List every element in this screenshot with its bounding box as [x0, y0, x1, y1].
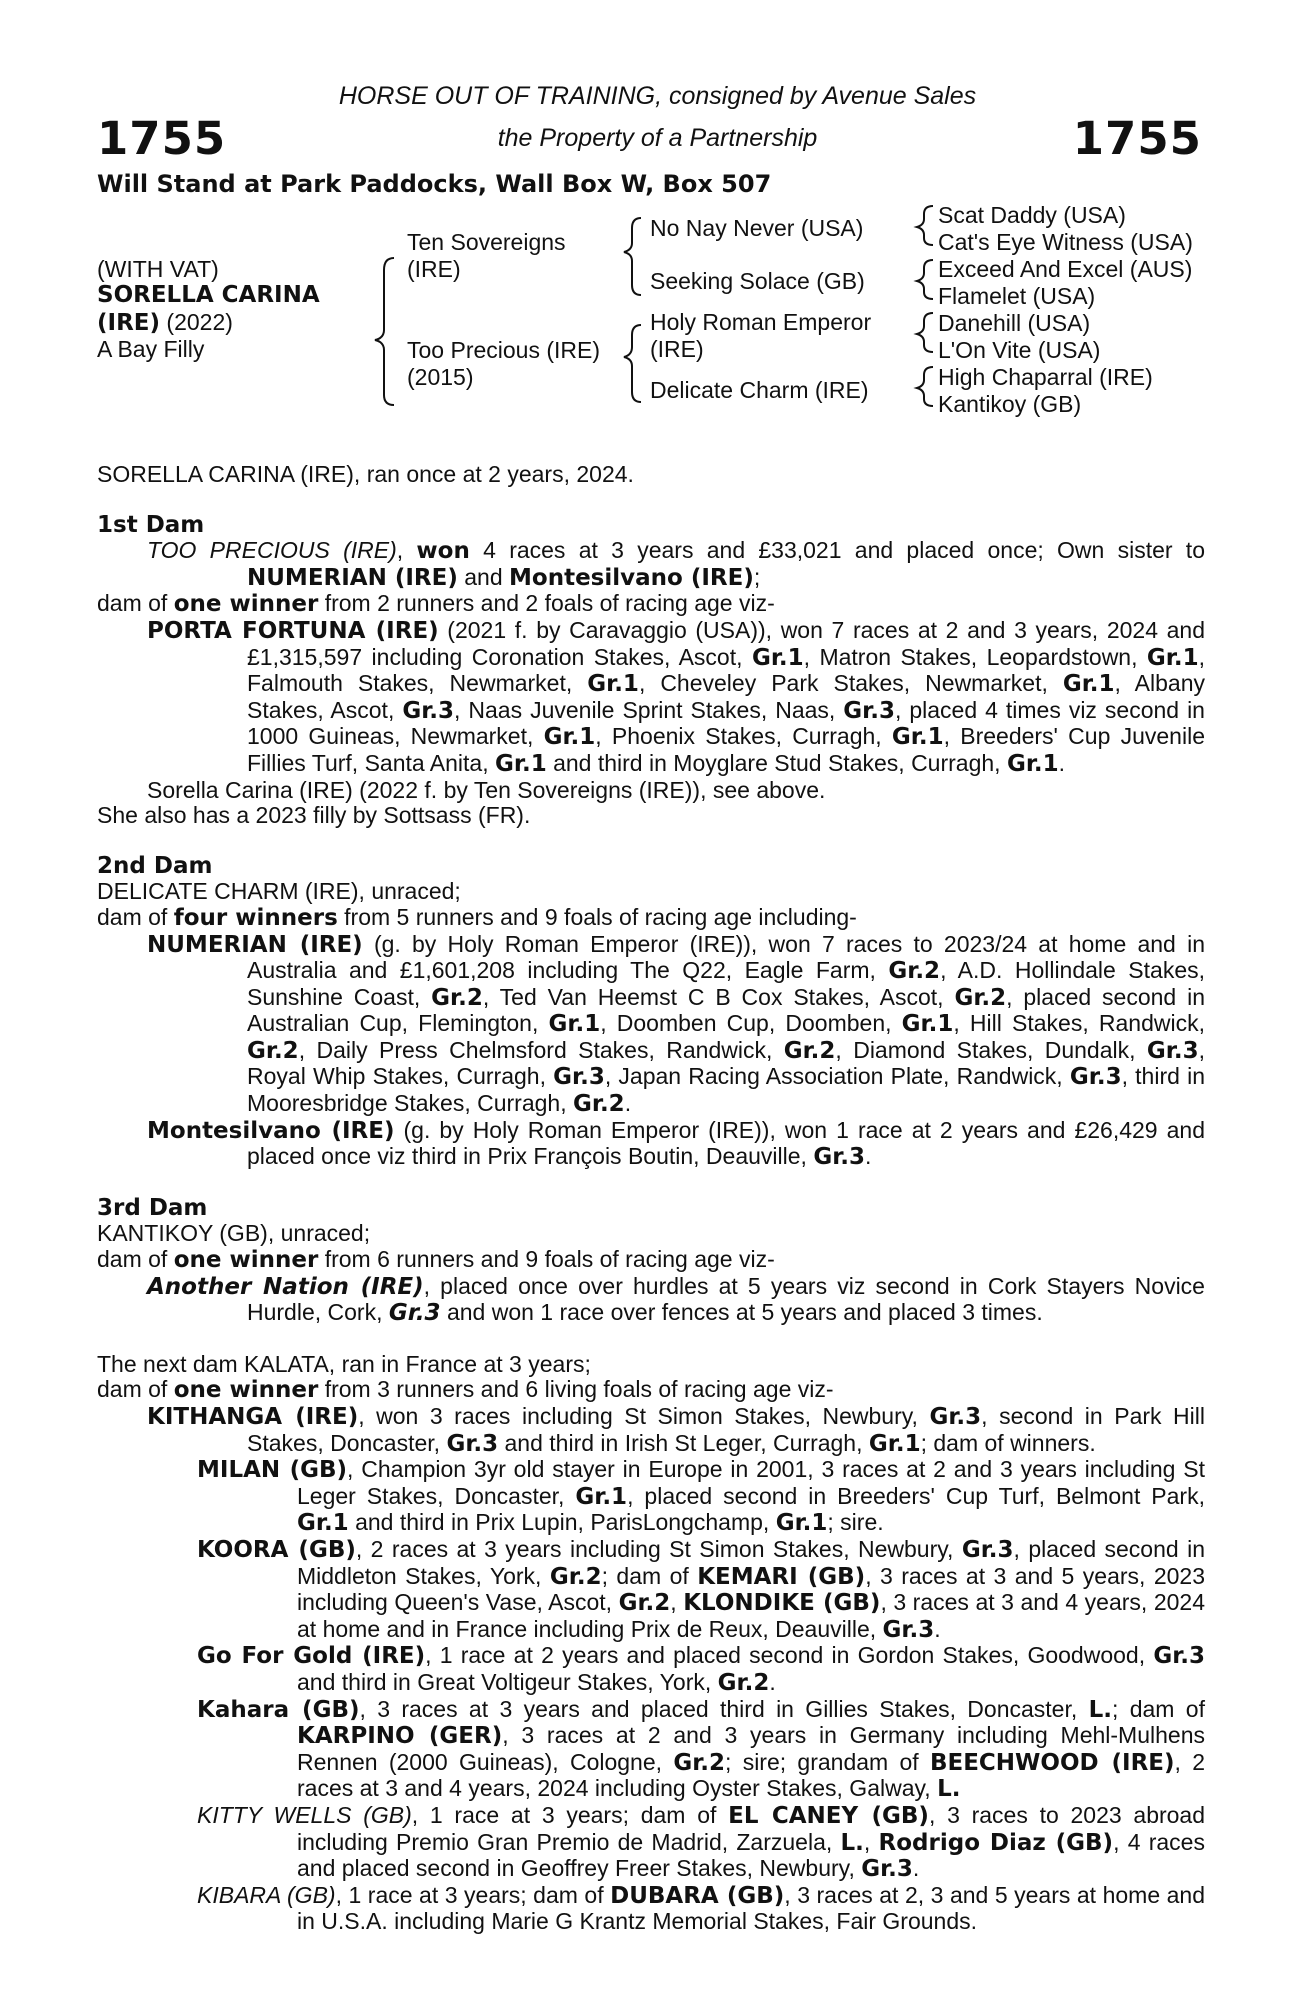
next-dam-name: The next dam KALATA, ran in France at 3 years;	[97, 1350, 591, 1377]
kahara-record: Kahara (GB), 3 races at 3 years and placed third in Gillies Stakes, Doncaster, L.; dam of KARPINO (GER), 3 races at 2 and 3 years in Germany including Mehl-Mulhens Rennen (2000 Guineas), Cologne, Gr.2; sire; grandam of BEECHWOOD (IRE), 2 races at 3 and 4 years, 2024 including Oyster Stakes, Galway, L.	[197, 1695, 1205, 1803]
next-dam-section	[97, 1352, 1205, 1935]
milan-record: MILAN (GB), Champion 3yr old stayer in Europe in 2001, 3 races at 2 and 3 years including St Leger Stakes, Doncaster, Gr.1, placed second in Breeders' Cup Turf, Belmont Park, Gr.1 and third in Prix Lupin, ParisLongchamp, Gr.1; sire.	[197, 1456, 1206, 1537]
first-dam-section	[97, 513, 1205, 829]
third-dam-heading: 3rd Dam	[97, 1194, 208, 1221]
dam-year: (2015)	[407, 364, 474, 390]
horse-name: SORELLA CARINA	[97, 282, 320, 308]
horse-country-year: (IRE) (2022)	[97, 309, 233, 336]
kithanga-record: KITHANGA (IRE), won 3 races including St Simon Stakes, Newbury, Gr.3, second in Park Hill Stakes, Doncaster, Gr.3 and third in Irish St Leger, Curragh, Gr.1; dam of winners.	[147, 1403, 1205, 1457]
kitty-wells-record: KITTY WELLS (GB), 1 race at 3 years; dam of EL CANEY (GB), 3 races to 2023 abroad including Premio Gran Premio de Madrid, Zarzuela, L., Rodrigo Diaz (GB), 4 races and placed second in Geoffrey Freer Stakes, Newbury, Gr.3.	[197, 1801, 1206, 1883]
ancestor-3: Exceed And Excel (AUS)	[938, 256, 1193, 282]
granddam-2: Delicate Charm (IRE)	[650, 377, 869, 403]
koora-record: KOORA (GB), 2 races at 3 years including St Simon Stakes, Newbury, Gr.3, placed second in Middleton Stakes, York, Gr.2; dam of KEMARI (GB), 3 races at 3 and 5 years, 2023 including Queen's Vase, Ascot, Gr.2, KLONDIKE (GB), 3 races at 3 and 4 years, 2024 at home and in France including Prix de Reux, Deauville, Gr.3.	[197, 1535, 1206, 1643]
horse-description: A Bay Filly	[97, 336, 205, 362]
third-dam-section	[97, 1196, 1205, 1327]
third-dam-produce: dam of one winner from 6 runners and 9 foals of racing age viz-	[97, 1246, 775, 1274]
grandsire-2-country: (IRE)	[650, 336, 704, 362]
ancestor-2: Cat's Eye Witness (USA)	[938, 229, 1193, 255]
sorella-carina-entry: Sorella Carina (IRE) (2022 f. by Ten Sovereigns (IRE)), see above.	[147, 776, 826, 803]
second-dam-produce: dam of four winners from 5 runners and 9 foals of racing age including-	[97, 903, 857, 931]
next-dam-produce: dam of one winner from 3 runners and 6 living foals of racing age viz-	[97, 1376, 834, 1404]
numerian-record: NUMERIAN (IRE) (g. by Holy Roman Emperor (IRE)), won 7 races to 2023/24 at home and in Australia and £1,601,208 including The Q22, Eagle Farm, Gr.2, A.D. Hollindale Stakes, Sunshine Coast, Gr.2, Ted Van Heemst C B Cox Stakes, Ascot, Gr.2, placed second in Australian Cup, Flemington, Gr.1, Doomben Cup, Doomben, Gr.1, Hill Stakes, Randwick, Gr.2, Daily Press Chelmsford Stakes, Randwick, Gr.2, Diamond Stakes, Dundalk, Gr.3, Royal Whip Stakes, Curragh, Gr.3, Japan Racing Association Plate, Randwick, Gr.3, third in Mooresbridge Stakes, Curragh, Gr.2.	[147, 930, 1205, 1118]
third-dam-name: KANTIKOY (GB), unraced;	[97, 1220, 371, 1247]
lot-number-left: 1755	[97, 112, 227, 165]
ancestor-5: Danehill (USA)	[938, 310, 1091, 336]
montesilvano-record: Montesilvano (IRE) (g. by Holy Roman Emperor (IRE)), won 1 race at 2 years and £26,429 and placed once viz third in Prix François Boutin, Deauville, Gr.3.	[147, 1116, 1205, 1171]
go-for-gold-record: Go For Gold (IRE), 1 race at 2 years and placed second in Gordon Stakes, Goodwood, Gr.3 and third in Great Voltigeur Stakes, York, Gr.2.	[197, 1642, 1205, 1696]
first-dam-record: TOO PRECIOUS (IRE), won 4 races at 3 years and £33,021 and placed once; Own sister to NUMERIAN (IRE) and Montesilvano (IRE);	[147, 537, 1205, 591]
first-dam-also: She also has a 2023 filly by Sottsass (FR).	[97, 802, 531, 829]
vat-note: (WITH VAT)	[97, 256, 219, 282]
sire-country: (IRE)	[407, 256, 461, 282]
second-dam-section	[97, 854, 1205, 1171]
stand-location: Will Stand at Park Paddocks, Wall Box W, Box 507	[97, 170, 772, 198]
ancestor-1: Scat Daddy (USA)	[938, 202, 1126, 228]
pedigree-notes	[97, 462, 1205, 1935]
first-dam-produce: dam of one winner from 2 runners and 2 foals of racing age viz-	[97, 590, 775, 618]
porta-fortuna-record: PORTA FORTUNA (IRE) (2021 f. by Caravaggio (USA)), won 7 races at 2 and 3 years, 2024 and £1,315,597 including Coronation Stakes, Ascot, Gr.1, Matron Stakes, Leopardstown, Gr.1, Falmouth Stakes, Newmarket, Gr.1, Cheveley Park Stakes, Newmarket, Gr.1, Albany Stakes, Ascot, Gr.3, Naas Juvenile Sprint Stakes, Naas, Gr.3, placed 4 times viz second in 1000 Guineas, Newmarket, Gr.1, Phoenix Stakes, Curragh, Gr.1, Breeders' Cup Juvenile Fillies Turf, Santa Anita, Gr.1 and third in Moyglare Stud Stakes, Curragh, Gr.1.	[147, 616, 1205, 777]
ancestor-4: Flamelet (USA)	[938, 283, 1096, 309]
second-dam-heading: 2nd Dam	[97, 852, 213, 879]
property-line: the Property of a Partnership	[497, 124, 818, 152]
first-dam-heading: 1st Dam	[97, 511, 205, 538]
granddam-1: Seeking Solace (GB)	[650, 268, 865, 294]
sire-name: Ten Sovereigns	[407, 229, 566, 255]
ancestor-8: Kantikoy (GB)	[938, 391, 1082, 417]
another-nation-record: Another Nation (IRE), placed once over hurdles at 5 years viz second in Cork Stayers Novice Hurdle, Cork, Gr.3 and won 1 race over fences at 5 years and placed 3 times.	[147, 1272, 1205, 1327]
ancestor-7: High Chaparral (IRE)	[938, 364, 1153, 390]
dam-name: Too Precious (IRE)	[407, 337, 601, 363]
lot-number-right: 1755	[1072, 112, 1202, 165]
grandsire-2: Holy Roman Emperor	[650, 309, 872, 335]
kibara-record: KIBARA (GB), 1 race at 3 years; dam of DUBARA (GB), 3 races at 2, 3 and 5 years at home and in U.S.A. including Marie G Krantz Memorial Stakes, Fair Grounds.	[197, 1881, 1205, 1935]
consignor-line: HORSE OUT OF TRAINING, consigned by Avenue Sales	[338, 82, 977, 110]
ancestor-6: L'On Vite (USA)	[938, 337, 1101, 363]
grandsire-1: No Nay Never (USA)	[650, 215, 864, 241]
horse-summary: SORELLA CARINA (IRE), ran once at 2 years, 2024.	[97, 461, 634, 487]
second-dam-name: DELICATE CHARM (IRE), unraced;	[97, 878, 461, 905]
